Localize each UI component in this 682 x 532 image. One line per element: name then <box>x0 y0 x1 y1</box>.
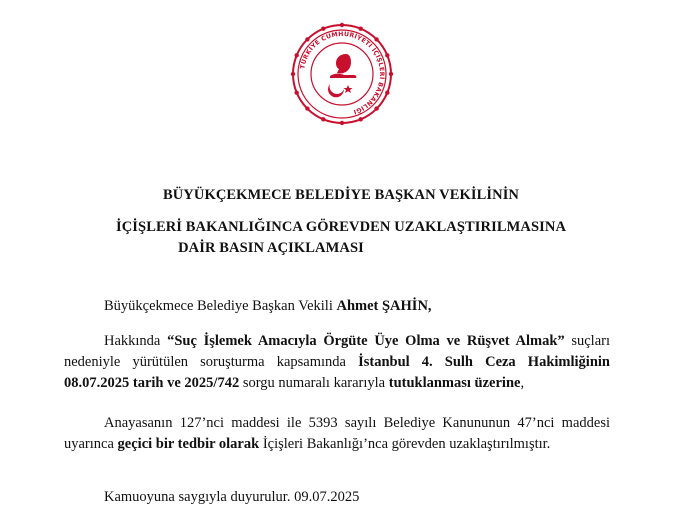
reason-text-d: , <box>520 375 525 391</box>
addressee-title: Büyükçekmece Belediye Başkan Vekili <box>104 298 337 314</box>
ministry-seal-icon <box>290 22 394 126</box>
measure-text: geçici bir tedbir olarak <box>117 436 260 452</box>
arrest-text: tutuklanması üzerine <box>388 375 521 391</box>
decision-text-b: İçişleri Bakanlığı’nca görevden uzaklaştırılmıştır. <box>259 436 551 452</box>
reason-text-a: Hakkında <box>104 333 168 349</box>
closing-statement: Kamuoyuna saygıyla duyurulur. 09.07.2025 <box>104 489 360 505</box>
headline-line-2: İÇİŞLERİ BAKANLIĞINCA GÖREVDEN UZAKLAŞTIRILMASINA <box>115 219 567 235</box>
reason-text-c: sorgu numaralı kararıyla <box>239 375 389 391</box>
crime-description: “Suç İşlemek Amacıyla Örgüte Üye Olma ve Rüşvet Almak” <box>167 333 565 349</box>
paragraph-decision <box>64 413 610 455</box>
headline-line-3: DAİR BASIN AÇIKLAMASI <box>178 240 364 256</box>
paragraph-reason <box>64 331 610 394</box>
headline-line-1: BÜYÜKÇEKMECE BELEDİYE BAŞKAN VEKİLİNİN <box>162 187 520 203</box>
seal-ring-text: TÜRKİYE CUMHURİYETİ İÇİŞLERİ BAKANLIĞI <box>299 30 386 116</box>
paragraph-addressee <box>64 296 610 317</box>
addressee-name: Ahmet ŞAHİN, <box>336 298 432 314</box>
decision-text-a: Anayasanın 127’nci maddesi ile 5393 sayılı Belediye Kanununun 47’nci maddesi uyarınca <box>64 415 610 452</box>
court-reference: İstanbul 4. Sulh Ceza Hakimliğinin 08.07.2025 tarih ve 2025/742 <box>64 354 610 391</box>
reason-text-b: suçları nedeniyle yürütülen soruşturma kapsamında <box>64 333 610 370</box>
